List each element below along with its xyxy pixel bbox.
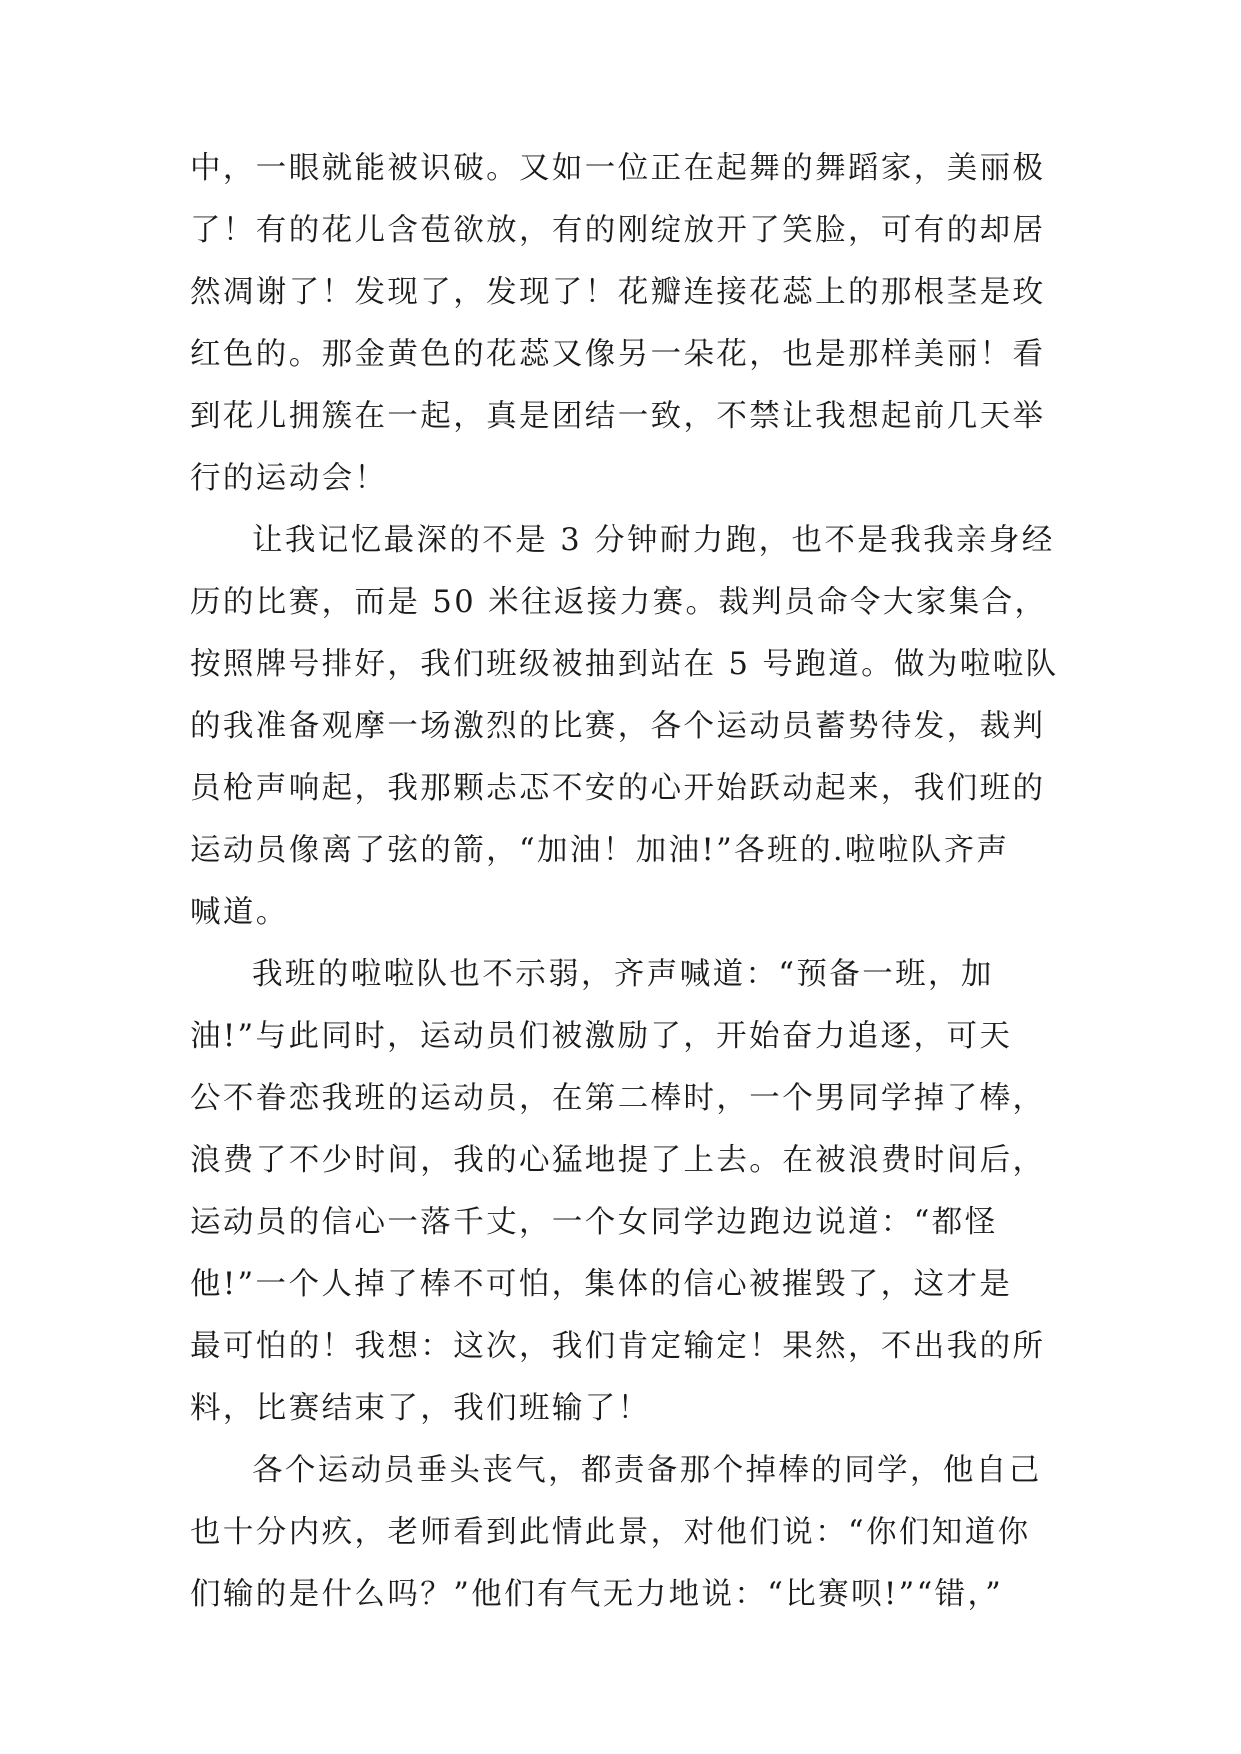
text-line: 料，比赛结束了，我们班输了！ — [190, 1391, 651, 1426]
text-line: 浪费了不少时间，我的心猛地提了上去。在被浪费时间后， — [190, 1143, 1046, 1178]
text-line: 们输的是什么吗？”他们有气无力地说：“比赛呗!”“错，” — [190, 1577, 1004, 1612]
text-line: 的我准备观摩一场激烈的比赛，各个运动员蓄势待发，裁判 — [190, 709, 1046, 744]
paragraph-first-line: 各个运动员垂头丧气，都责备那个掉棒的同学，他自己 — [252, 1453, 1042, 1488]
text-line: 他!”一个人掉了棒不可怕，集体的信心被摧毁了，这才是 — [190, 1267, 1013, 1302]
paragraph-first-line: 让我记忆最深的不是 3 分钟耐力跑，也不是我我亲身经 — [252, 523, 1055, 558]
text-line: 中，一眼就能被识破。又如一位正在起舞的舞蹈家，美丽极 — [190, 151, 1046, 186]
text-line: 运动员的信心一落千丈，一个女同学边跑边说道：“都怪 — [190, 1205, 998, 1240]
text-line: 喊道。 — [190, 895, 289, 930]
text-line: 员枪声响起，我那颗忐忑不安的心开始跃动起来，我们班的 — [190, 771, 1046, 806]
text-line: 到花儿拥簇在一起，真是团结一致，不禁让我想起前几天举 — [190, 399, 1046, 434]
text-line: 红色的。那金黄色的花蕊又像另一朵花，也是那样美丽！看 — [190, 337, 1046, 372]
text-line: 运动员像离了弦的箭，“加油！加油!”各班的.啦啦队齐声 — [190, 833, 1010, 868]
text-line: 按照牌号排好，我们班级被抽到站在 5 号跑道。做为啦啦队 — [190, 647, 1059, 682]
text-line: 也十分内疚，老师看到此情此景，对他们说：“你们知道你 — [190, 1515, 1031, 1550]
text-line: 了！有的花儿含苞欲放，有的刚绽放开了笑脸，可有的却居 — [190, 213, 1046, 248]
text-line: 行的运动会！ — [190, 461, 388, 496]
text-line: 最可怕的！我想：这次，我们肯定输定！果然，不出我的所 — [190, 1329, 1046, 1364]
paragraph-first-line: 我班的啦啦队也不示弱，齐声喊道：“预备一班，加 — [252, 957, 994, 992]
text-line: 历的比赛，而是 50 米往返接力赛。裁判员命令大家集合， — [190, 585, 1048, 620]
text-line: 公不眷恋我班的运动员，在第二棒时，一个男同学掉了棒， — [190, 1081, 1046, 1116]
text-line: 油!”与此同时，运动员们被激励了，开始奋力追逐，可天 — [190, 1019, 1013, 1054]
text-line: 然凋谢了！发现了，发现了！花瓣连接花蕊上的那根茎是玫 — [190, 275, 1046, 310]
